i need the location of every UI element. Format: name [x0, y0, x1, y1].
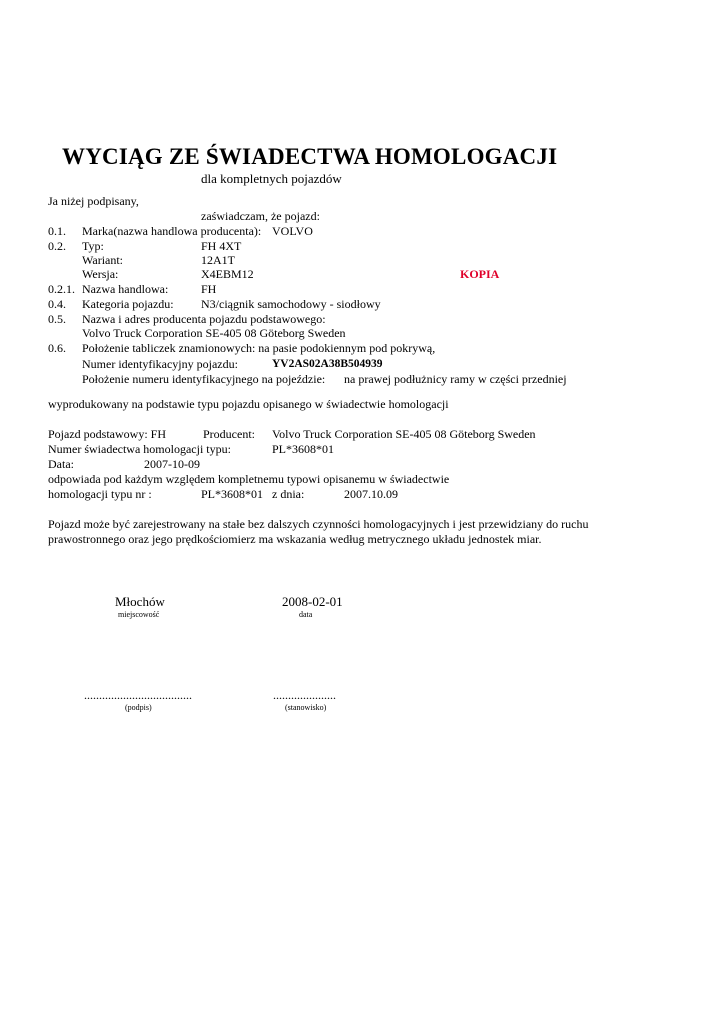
date-signed-value: 2008-02-01 [282, 594, 343, 609]
place-label: miejscowość [118, 610, 160, 619]
date-value: 2007-10-09 [144, 457, 200, 471]
row-value: N3/ciągnik samochodowy - siodłowy [201, 297, 381, 311]
row-value: 12A1T [201, 253, 235, 267]
row-label: Wariant: [82, 253, 124, 267]
row-value: X4EBM12 [201, 267, 254, 281]
row-value: Volvo Truck Corporation SE-405 08 Göteborg Sweden [82, 326, 346, 340]
place-value: Młochów [115, 594, 165, 609]
document-subtitle: dla kompletnych pojazdów [201, 171, 342, 186]
row-value: FH [201, 282, 217, 296]
row-label: Nazwa i adres producenta pojazdu podstawowego: [82, 312, 326, 326]
kopia-stamp: KOPIA [460, 267, 500, 281]
vin-position-value: na prawej podłużnicy ramy w części przedniej [344, 372, 567, 386]
row-label: Wersja: [82, 267, 119, 281]
row-value: FH 4XT [201, 239, 242, 253]
base-vehicle: Pojazd podstawowy: FH [48, 427, 166, 441]
vin-value: YV2AS02A38B504939 [272, 358, 383, 370]
row-number: 0.6. [48, 341, 66, 355]
row-label: Nazwa handlowa: [82, 282, 169, 296]
certificate-value: PL*3608*01 [272, 442, 335, 456]
vin-position-label: Położenie numeru identyfikacyjnego na pojeździe: [82, 372, 326, 386]
document-title: WYCIĄG ZE ŚWIADECTWA HOMOLOGACJI [62, 144, 558, 169]
row-label: Marka(nazwa handlowa producenta): [82, 224, 262, 238]
date-label: Data: [48, 457, 74, 471]
registration-text-line1: Pojazd może być zarejestrowany na stałe bez dalszych czynności homologacyjnych i jest przewidziany do ruchu [48, 517, 589, 531]
row-number: 0.5. [48, 312, 66, 326]
row-label: Położenie tabliczek znamionowych: na pasie podokiennym pod pokrywą, [82, 341, 436, 355]
conform-label: homologacji typu nr : [48, 487, 152, 501]
row-number: 0.4. [48, 297, 66, 311]
vin-label: Numer identyfikacyjny pojazdu: [82, 357, 238, 371]
position-line: ..................... [273, 688, 336, 702]
row-number: 0.2.1. [48, 282, 75, 296]
conform-date: 2007.10.09 [344, 487, 398, 501]
registration-text-line2: prawostronnego oraz jego prędkościomierz ma wskazania według metrycznego układu jednostek miar. [48, 532, 542, 546]
row-label: Kategoria pojazdu: [82, 297, 174, 311]
intro-text: Ja niżej podpisany, [48, 194, 139, 208]
position-label: (stanowisko) [285, 703, 327, 712]
certificate-label: Numer świadectwa homologacji typu: [48, 442, 231, 456]
certify-text: zaświadczam, że pojazd: [201, 209, 320, 223]
producer-value: Volvo Truck Corporation SE-405 08 Göteborg Sweden [272, 427, 536, 441]
row-value: VOLVO [272, 224, 313, 238]
row-label: Typ: [82, 239, 104, 253]
date-signed-label: data [299, 610, 313, 619]
row-number: 0.1. [48, 224, 66, 238]
conform-number: PL*3608*01 [201, 487, 264, 501]
conform-date-label: z dnia: [272, 487, 305, 501]
signature-line: .................................... [84, 688, 192, 702]
produced-text: wyprodukowany na podstawie typu pojazdu opisanego w świadectwie homologacji [48, 397, 449, 411]
signature-label: (podpis) [125, 703, 152, 712]
conform-text: odpowiada pod każdym względem kompletnemu typowi opisanemu w świadectwie [48, 472, 450, 486]
producer-label: Producent: [203, 427, 255, 441]
row-number: 0.2. [48, 239, 66, 253]
